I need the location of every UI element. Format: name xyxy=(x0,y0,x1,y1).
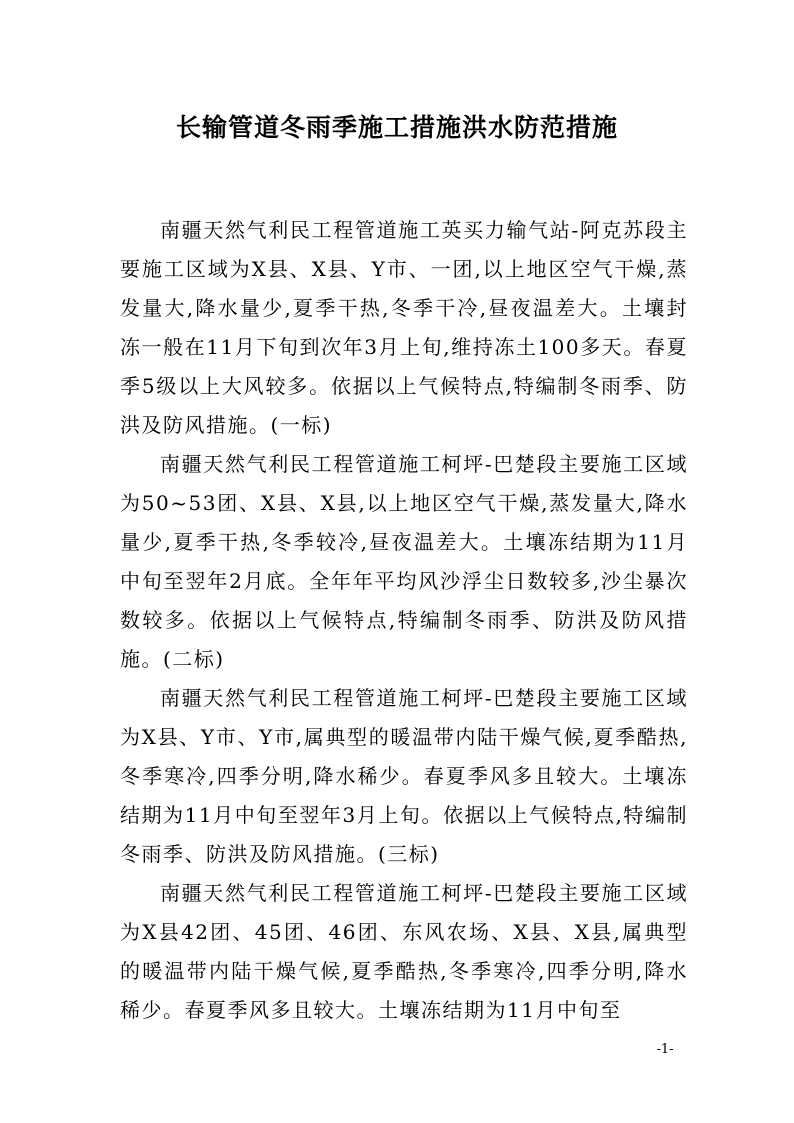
paragraph-section-1: 南疆天然气利民工程管道施工英买力输气站-阿克苏段主要施工区域为X县、X县、Y市、一团,以上地区空气干燥,蒸发量大,降水量少,夏季干热,冬季干冷,昼夜温差大。土壤封冻一般在11月下旬到次年3月上旬,维持冻土100多天。春夏季5级以上大风较多。依据以上气候特点,特编制冬雨季、防洪及防风措施。(一标) xyxy=(120,218,688,437)
page-title: 长输管道冬雨季施工措施洪水防范措施 xyxy=(175,113,618,142)
page-number: -1- xyxy=(656,1042,674,1057)
paragraph-section-4: 南疆天然气利民工程管道施工柯坪-巴楚段主要施工区域为X县42团、45团、46团、东风农场、X县、X县,属典型的暖温带内陆干燥气候,夏季酷热,冬季寒冷,四季分明,降水稀少。春夏季风多且较大。土壤冻结期为11月中旬至 xyxy=(120,881,688,1022)
paragraph-section-3: 南疆天然气利民工程管道施工柯坪-巴楚段主要施工区域为X县、Y市、Y市,属典型的暖温带内陆干燥气候,夏季酷热,冬季寒冷,四季分明,降水稀少。春夏季风多且较大。土壤冻结期为11月中旬至翌年3月上旬。依据以上气候特点,特编制冬雨季、防洪及防风措施。(三标) xyxy=(120,686,688,866)
document-body xyxy=(120,211,688,1030)
paragraph-section-2: 南疆天然气利民工程管道施工柯坪-巴楚段主要施工区域为50~53团、X县、X县,以上地区空气干燥,蒸发量大,降水量少,夏季干热,冬季较冷,昼夜温差大。土壤冻结期为11月中旬至翌年2月底。全年年平均风沙浮尘日数较多,沙尘暴次数较多。依据以上气候特点,特编制冬雨季、防洪及防风措施。(二标) xyxy=(120,452,688,671)
